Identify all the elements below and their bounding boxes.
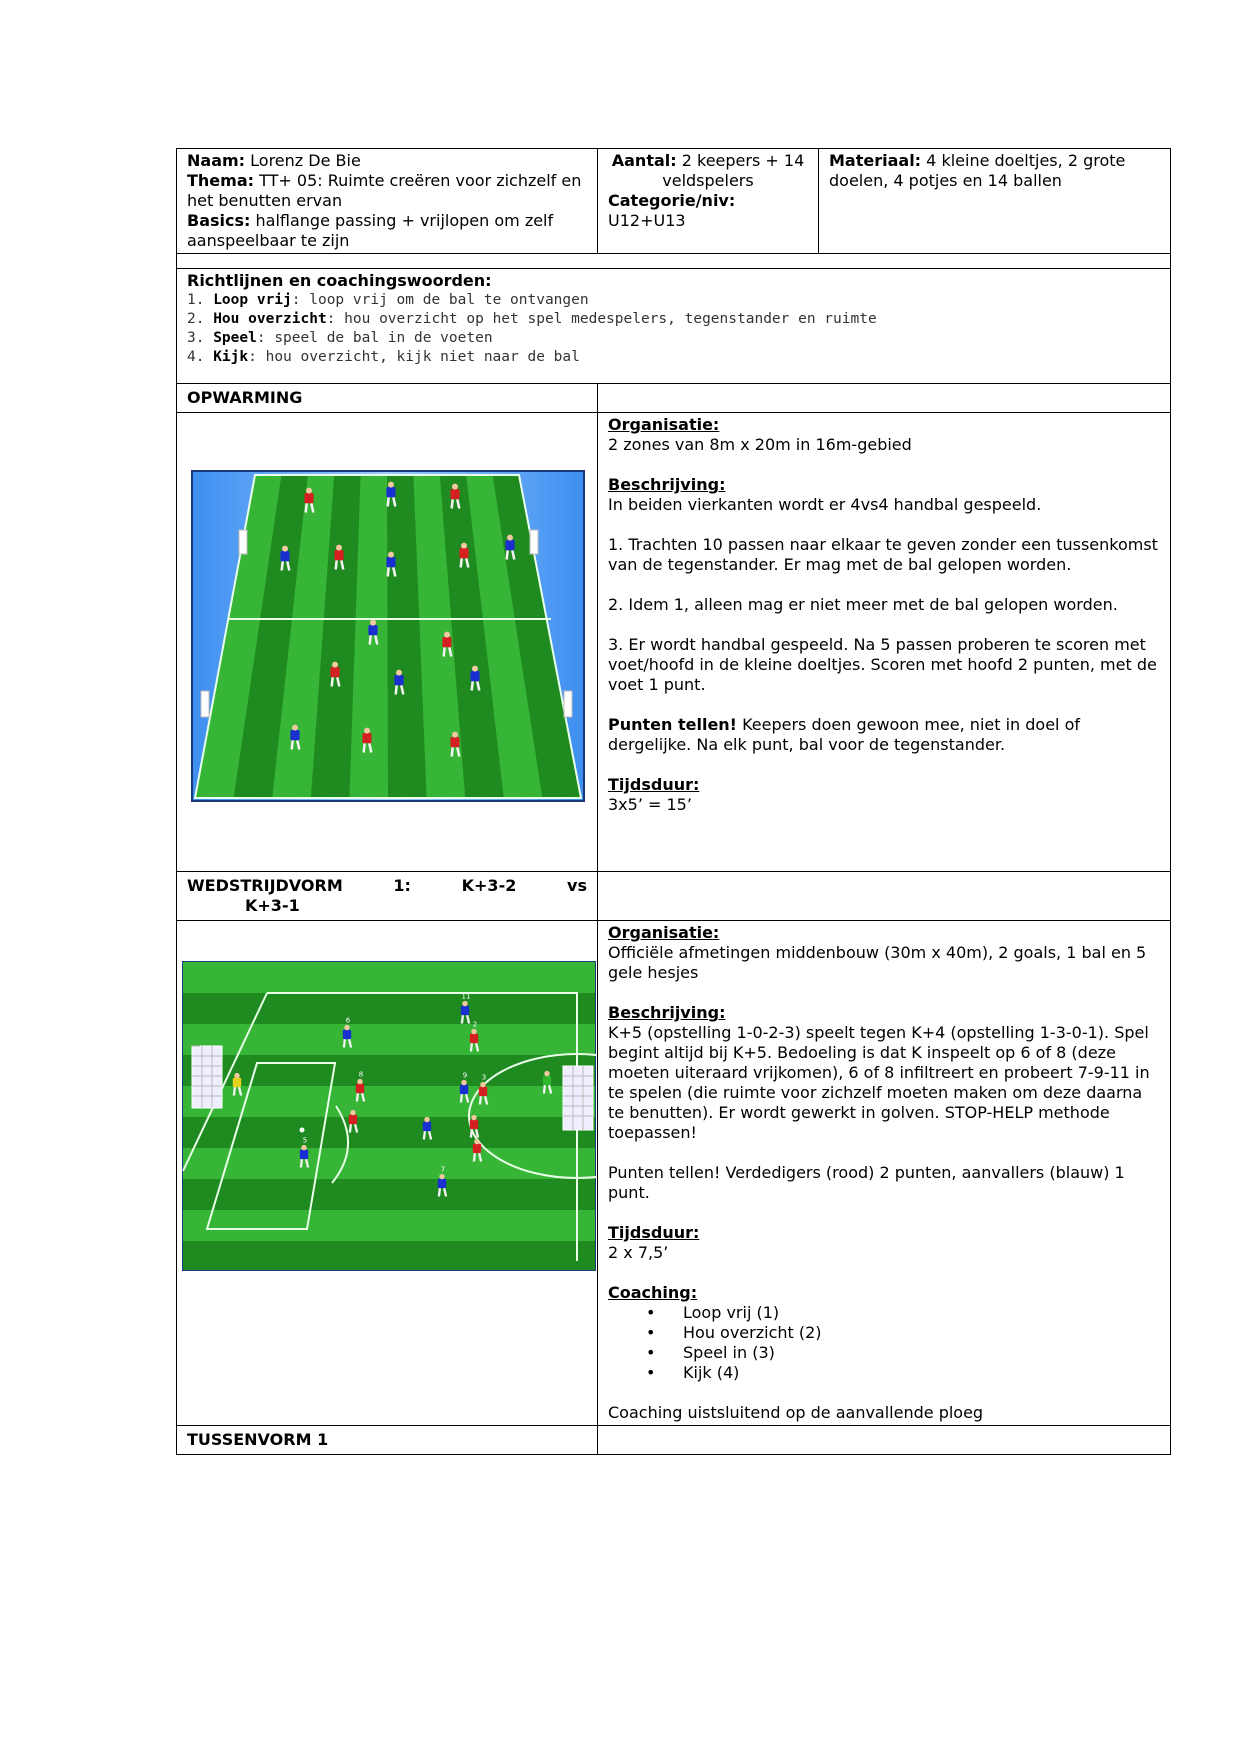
guideline-text: : hou overzicht op het spel medespelers, tegenstander en ruimte [326, 311, 877, 327]
small-goal-icon [201, 691, 209, 717]
guideline-item [187, 329, 1160, 348]
training-sheet [176, 148, 1170, 1455]
player-number: 7 [440, 1165, 446, 1174]
training-table [176, 148, 1171, 1455]
warmup-tijdsduur-label: Tijdsduur: [608, 775, 700, 794]
info-cell [177, 149, 598, 254]
small-goal-icon [564, 691, 572, 717]
warmup-punten-text: Keepers doen gewoon mee, niet in doel of dergelijke. Na elk punt, bal voor de tegenstander. [608, 715, 1081, 754]
warmup-beschrijving-text: In beiden vierkanten wordt er 4vs4 handbal gespeeld. [608, 495, 1042, 514]
guideline-item [187, 348, 1160, 367]
interim-heading-row [177, 1426, 1171, 1455]
guidelines-row [177, 269, 1171, 384]
player-number: 5 [302, 1136, 308, 1145]
large-goal-icon [563, 1066, 593, 1130]
aantal-label: Aantal: [611, 151, 677, 170]
guidelines-title: Richtlijnen en coachingswoorden: [187, 271, 492, 290]
warmup-step-1: 1. Trachten 10 passen naar elkaar te geven zonder een tussenkomst van de tegenstander. Er mag met de bal gelopen worden. [608, 535, 1158, 574]
guideline-number: 4. [187, 349, 214, 365]
guideline-key: Hou overzicht [213, 311, 327, 327]
match1-content-row [177, 921, 1171, 1426]
match1-text-cell [598, 921, 1171, 1426]
small-goal-icon [530, 530, 538, 554]
materiaal-value: 4 kleine doeltjes, 2 grote doelen, 4 potjes en 14 ballen [829, 151, 1126, 190]
guidelines-list [187, 291, 1160, 367]
warmup-text-cell [598, 413, 1171, 872]
warmup-diagram-cell [177, 413, 598, 872]
warmup-tijdsduur-text: 3x5’ = 15’ [608, 795, 692, 814]
coaching-item: • Hou overzicht (2) [608, 1323, 1160, 1343]
header-row [177, 149, 1171, 254]
basics-label: Basics: [187, 211, 251, 230]
guideline-number: 1. [187, 292, 214, 308]
thema-value: TT+ 05: Ruimte creëren voor zichzelf en het benutten ervan [187, 171, 582, 210]
coaching-item: • Kijk (4) [608, 1363, 1160, 1383]
player-number: 6 [345, 1016, 351, 1025]
warmup-pitch-diagram [177, 413, 597, 871]
guideline-item [187, 291, 1160, 310]
coaching-list [608, 1303, 1160, 1383]
player-number: 8 [358, 1070, 364, 1079]
coaching-item: • Speel in (3) [608, 1343, 1160, 1363]
match1-diagram-cell [177, 921, 598, 1426]
match-field [183, 962, 597, 1270]
warmup-punten-label: Punten tellen! [608, 715, 737, 734]
match1-tijdsduur-text: 2 x 7,5’ [608, 1243, 669, 1262]
guideline-item [187, 310, 1160, 329]
guideline-key: Kijk [213, 349, 249, 365]
guidelines-cell [177, 269, 1171, 384]
warmup-beschrijving-label: Beschrijving: [608, 475, 726, 494]
warmup-step-2: 2. Idem 1, alleen mag er niet meer met de bal gelopen worden. [608, 595, 1118, 614]
match1-organisatie-label: Organisatie: [608, 923, 720, 942]
basics-value: halflange passing + vrijlopen om zelf aanspeelbaar te zijn [187, 211, 554, 250]
warmup-title: OPWARMING [177, 384, 598, 413]
naam-value: Lorenz De Bie [250, 151, 361, 170]
match1-beschrijving-text: K+5 (opstelling 1-0-2-3) speelt tegen K+4 (opstelling 1-3-0-1). Spel begint altijd bij K+5. Bedoeling is dat K inspeelt op 6 of 8 (deze moeten uiteraard vrijkomen), 6 of 8 infiltreert en probeert 7-9-11 in te spelen (die ruimte voor zichzelf moeten maken om deze daarna te benutten). Er wordt gewerkt in golven. STOP-HELP methode toepassen! [608, 1023, 1150, 1142]
warmup-organisatie-label: Organisatie: [608, 415, 720, 434]
spacer-row [177, 254, 1171, 269]
guideline-number: 2. [187, 311, 214, 327]
match1-beschrijving-label: Beschrijving: [608, 1003, 726, 1022]
aantal-value: 2 keepers + 14 veldspelers [662, 151, 805, 190]
ball-icon [300, 1128, 305, 1133]
categorie-value: U12+U13 [608, 211, 686, 230]
match1-punten-text: Punten tellen! Verdedigers (rood) 2 punten, aanvallers (blauw) 1 punt. [608, 1163, 1125, 1202]
match1-title: WEDSTRIJDVORM 1: K+3-2 vs K+3-1 [177, 872, 598, 921]
player-number: 9 [462, 1071, 468, 1080]
warmup-content-row [177, 413, 1171, 872]
guideline-key: Speel [213, 330, 257, 346]
guideline-key: Loop vrij [213, 292, 292, 308]
match1-coaching-label: Coaching: [608, 1283, 698, 1302]
match-pitch-diagram [177, 921, 597, 1401]
guideline-number: 3. [187, 330, 214, 346]
interim-title: TUSSENVORM 1 [177, 1426, 598, 1455]
naam-label: Naam: [187, 151, 246, 170]
warmup-organisatie-text: 2 zones van 8m x 20m in 16m-gebied [608, 435, 912, 454]
guideline-text: : hou overzicht, kijk niet naar de bal [248, 349, 580, 365]
categorie-label: Categorie/niv: [608, 191, 736, 210]
warmup-heading-row [177, 384, 1171, 413]
player-number: 11 [461, 992, 471, 1001]
match1-heading-row [177, 872, 1171, 921]
player-number: 3 [481, 1073, 487, 1082]
aantal-cell [598, 149, 819, 254]
player-number: 2 [472, 1020, 478, 1029]
guideline-text: : speel de bal in de voeten [256, 330, 493, 346]
match1-tijdsduur-label: Tijdsduur: [608, 1223, 700, 1242]
warmup-field [195, 475, 581, 798]
thema-label: Thema: [187, 171, 255, 190]
materiaal-cell [819, 149, 1171, 254]
guideline-text: : loop vrij om de bal te ontvangen [291, 292, 589, 308]
large-goal-icon [192, 1046, 222, 1108]
materiaal-label: Materiaal: [829, 151, 922, 170]
coaching-item: • Loop vrij (1) [608, 1303, 1160, 1323]
warmup-step-3: 3. Er wordt handbal gespeeld. Na 5 passen proberen te scoren met voet/hoofd in de kleine doeltjes. Scoren met hoofd 2 punten, met de voet 1 punt. [608, 635, 1157, 694]
match1-coaching-note: Coaching uistsluitend op de aanvallende ploeg [608, 1403, 984, 1422]
match1-organisatie-text: Officiële afmetingen middenbouw (30m x 40m), 2 goals, 1 bal en 5 gele hesjes [608, 943, 1147, 982]
small-goal-icon [239, 530, 247, 554]
